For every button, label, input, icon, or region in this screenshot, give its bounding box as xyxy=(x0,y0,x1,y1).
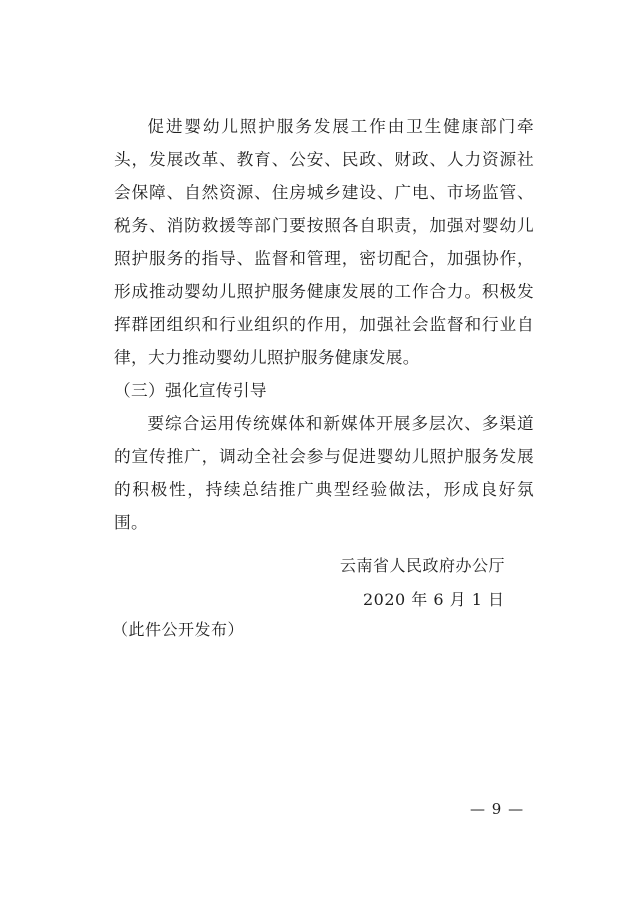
body-paragraph-2: 要综合运用传统媒体和新媒体开展多层次、多渠道的宣传推广，调动全社会参与促进婴幼儿照护服务发展的积极性，持续总结推广典型经验做法，形成良好氛围。 xyxy=(114,413,534,532)
section-heading: （三）强化宣传引导 xyxy=(114,380,267,400)
document-body xyxy=(114,110,534,539)
release-note: （此件公开发布） xyxy=(112,620,245,639)
signing-organization: 云南省人民政府办公厅 xyxy=(340,556,506,575)
body-paragraph-1: 促进婴幼儿照护服务发展工作由卫生健康部门牵头，发展改革、教育、公安、民政、财政、人力资源社会保障、自然资源、住房城乡建设、广电、市场监管、税务、消防救援等部门要按照各自职责，加强对婴幼儿照护服务的指导、监督和管理，密切配合，加强协作，形成推动婴幼儿照护服务健康发展的工作合力。积极发挥群团组织和行业组织的作用，加强社会监督和行业自律，大力推动婴幼儿照护服务健康发展。 xyxy=(114,116,534,367)
signing-date: 2020 年 6 月 1 日 xyxy=(363,590,505,609)
page-number: — 9 — xyxy=(470,800,525,818)
